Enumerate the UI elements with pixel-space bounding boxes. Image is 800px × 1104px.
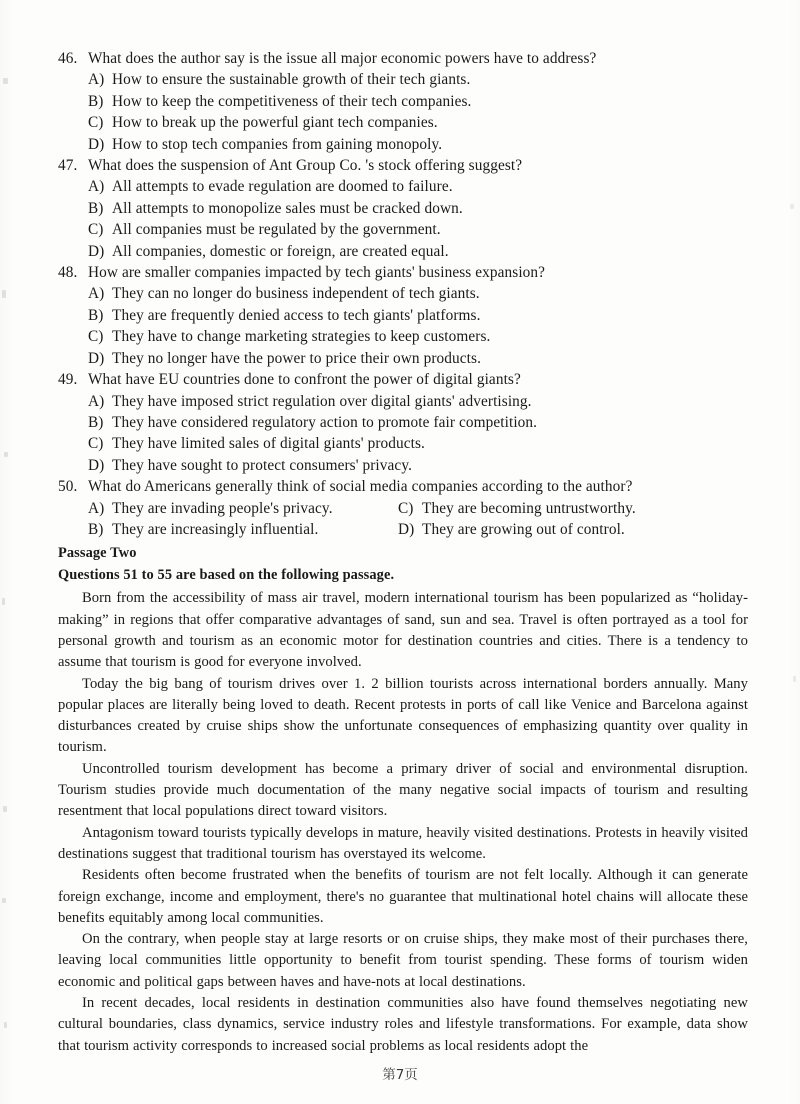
option-letter: B) [88, 413, 104, 431]
option-c[interactable] [88, 219, 748, 240]
page-content [58, 48, 748, 1057]
question-stem [58, 48, 748, 69]
option-text: They have considered regulatory action to promote fair competition. [112, 413, 538, 431]
question-number: 49. [58, 371, 78, 389]
question-stem [58, 476, 748, 497]
option-letter: D) [88, 135, 105, 153]
option-text: They are growing out of control. [422, 520, 625, 538]
option-text: They no longer have the power to price their own products. [112, 349, 481, 367]
scan-artifact [790, 204, 794, 209]
question-stem [58, 262, 748, 283]
option-letter: A) [88, 499, 105, 517]
page-number: 第7页 [382, 1067, 418, 1083]
option-list [58, 391, 748, 477]
option-letter: C) [398, 499, 414, 517]
option-text: They have limited sales of digital giants' products. [112, 435, 425, 453]
option-list [58, 283, 748, 369]
option-letter: D) [88, 242, 105, 260]
option-d[interactable] [88, 241, 748, 262]
passage-paragraph: Born from the accessibility of mass air travel, modern international tourism has been popularized as “holiday-making” in regions that offer comparative advantages of sand, sun and sea. Travel is often portrayed as a tool for personal growth and tourism as an economic motor for destination countries and cities. There is a tendency to assume that tourism is good for everyone involved. [58, 590, 748, 671]
question-50 [58, 476, 748, 540]
passage-paragraph: On the contrary, when people stay at large resorts or on cruise ships, they make most of their purchases there, leaving local communities little opportunity to benefit from tourist spending. These forms of tourism widen economic and political gaps between haves and have-nots at local destinations. [58, 931, 748, 990]
option-c[interactable] [88, 326, 748, 347]
question-49 [58, 369, 748, 476]
passage-paragraph: Residents often become frustrated when the benefits of tourism are not felt locally. Although it can generate foreign exchange, income and employment, there's no guarantee that multinational hotel chains will allocate these benefits equitably among local communities. [58, 867, 748, 926]
option-text: They can no longer do business independent of tech giants. [112, 285, 480, 303]
option-text: They are frequently denied access to tech giants' platforms. [112, 306, 481, 324]
option-text: All companies, domestic or foreign, are created equal. [112, 242, 449, 260]
option-d[interactable] [88, 134, 748, 155]
option-text: How to stop tech companies from gaining monopoly. [112, 135, 443, 153]
option-letter: C) [88, 328, 104, 346]
option-letter: B) [88, 306, 104, 324]
option-b[interactable] [88, 519, 398, 540]
option-letter: D) [88, 456, 105, 474]
option-letter: C) [88, 221, 104, 239]
question-text: What have EU countries done to confront the power of digital giants? [88, 371, 521, 389]
option-b[interactable] [88, 91, 748, 112]
option-a[interactable] [88, 69, 748, 90]
question-number: 48. [58, 264, 78, 282]
passage-paragraph: Today the big bang of tourism drives over 1. 2 billion tourists across international borders annually. Many popular places are literally being loved to death. Recent protests in ports of call like Venice and Barcelona against disturbances created by cruise ships show the unfortunate consequences of emphasizing quantity over quality in tourism. [58, 675, 748, 756]
option-list [58, 69, 748, 155]
option-d[interactable] [88, 455, 748, 476]
option-letter: A) [88, 285, 105, 303]
option-text: All companies must be regulated by the government. [112, 221, 441, 239]
option-a[interactable] [88, 391, 748, 412]
option-letter: B) [88, 199, 104, 217]
option-letter: C) [88, 435, 104, 453]
scan-artifact [793, 676, 796, 682]
option-text: How to break up the powerful giant tech companies. [112, 114, 438, 132]
scan-artifact [4, 1022, 7, 1028]
option-letter: B) [88, 92, 104, 110]
option-letter: D) [88, 349, 105, 367]
option-a[interactable] [88, 283, 748, 304]
question-text: What does the suspension of Ant Group Co. 's stock offering suggest? [88, 157, 523, 175]
option-text: How to keep the competitiveness of their tech companies. [112, 92, 472, 110]
option-letter: D) [398, 520, 415, 538]
scan-artifact [2, 598, 5, 605]
option-text: They are invading people's privacy. [112, 499, 333, 517]
option-letter: A) [88, 71, 105, 89]
option-letter: B) [88, 520, 104, 538]
option-c[interactable] [88, 112, 748, 133]
question-stem [58, 369, 748, 390]
option-text: They have sought to protect consumers' privacy. [112, 456, 412, 474]
question-47 [58, 155, 748, 262]
question-number: 50. [58, 478, 78, 496]
question-text: What do Americans generally think of social media companies according to the author? [88, 478, 633, 496]
option-text: All attempts to monopolize sales must be cracked down. [112, 199, 463, 217]
option-letter: A) [88, 178, 105, 196]
passage-paragraph: In recent decades, local residents in destination communities also have found themselves negotiating new cultural boundaries, class dynamics, service industry roles and lifestyle transformations. For example, data show that tourism activity corresponds to increased social problems as local residents adopt the [58, 994, 748, 1054]
option-list [58, 176, 748, 262]
option-c[interactable] [398, 498, 748, 519]
option-letter: C) [88, 114, 104, 132]
option-a[interactable] [88, 498, 398, 519]
passage-heading: Passage Two [58, 545, 137, 562]
question-text: What does the author say is the issue all major economic powers have to address? [88, 50, 597, 67]
passage-subheading: Questions 51 to 55 are based on the following passage. [58, 567, 395, 584]
question-number: 47. [58, 157, 78, 175]
option-row [88, 498, 748, 519]
option-text: They have to change marketing strategies to keep customers. [112, 328, 491, 346]
passage-paragraph: Uncontrolled tourism development has become a primary driver of social and environmental disruption. Tourism studies provide much documentation of the many negative social impacts of tourism and resulting resentment that local populations direct toward visitors. [58, 760, 748, 820]
option-b[interactable] [88, 198, 748, 219]
scan-artifact [3, 806, 7, 812]
option-d[interactable] [88, 348, 748, 369]
option-d[interactable] [398, 519, 748, 540]
scan-artifact [4, 452, 8, 457]
question-number: 46. [58, 50, 78, 67]
option-text: They are becoming untrustworthy. [422, 499, 636, 517]
option-text: They are increasingly influential. [112, 520, 319, 538]
option-row [88, 519, 748, 540]
option-text: They have imposed strict regulation over digital giants' advertising. [112, 392, 532, 410]
scan-artifact [2, 898, 6, 903]
option-a[interactable] [88, 176, 748, 197]
option-c[interactable] [88, 433, 748, 454]
passage-paragraph: Antagonism toward tourists typically develops in mature, heavily visited destinations. Protests in heavily visited destinations suggest that traditional tourism has overstayed its welcome. [58, 824, 748, 862]
question-48 [58, 262, 748, 369]
option-b[interactable] [88, 412, 748, 433]
question-stem [58, 155, 748, 176]
option-text: How to ensure the sustainable growth of their tech giants. [112, 71, 471, 89]
scan-artifact [2, 290, 6, 298]
option-text: All attempts to evade regulation are doomed to failure. [112, 178, 453, 196]
scan-artifact [3, 78, 8, 84]
option-letter: A) [88, 392, 105, 410]
page-footer [0, 1063, 800, 1083]
option-list [88, 498, 748, 541]
question-46 [58, 48, 748, 155]
option-b[interactable] [88, 305, 748, 326]
question-text: How are smaller companies impacted by tech giants' business expansion? [88, 264, 546, 282]
